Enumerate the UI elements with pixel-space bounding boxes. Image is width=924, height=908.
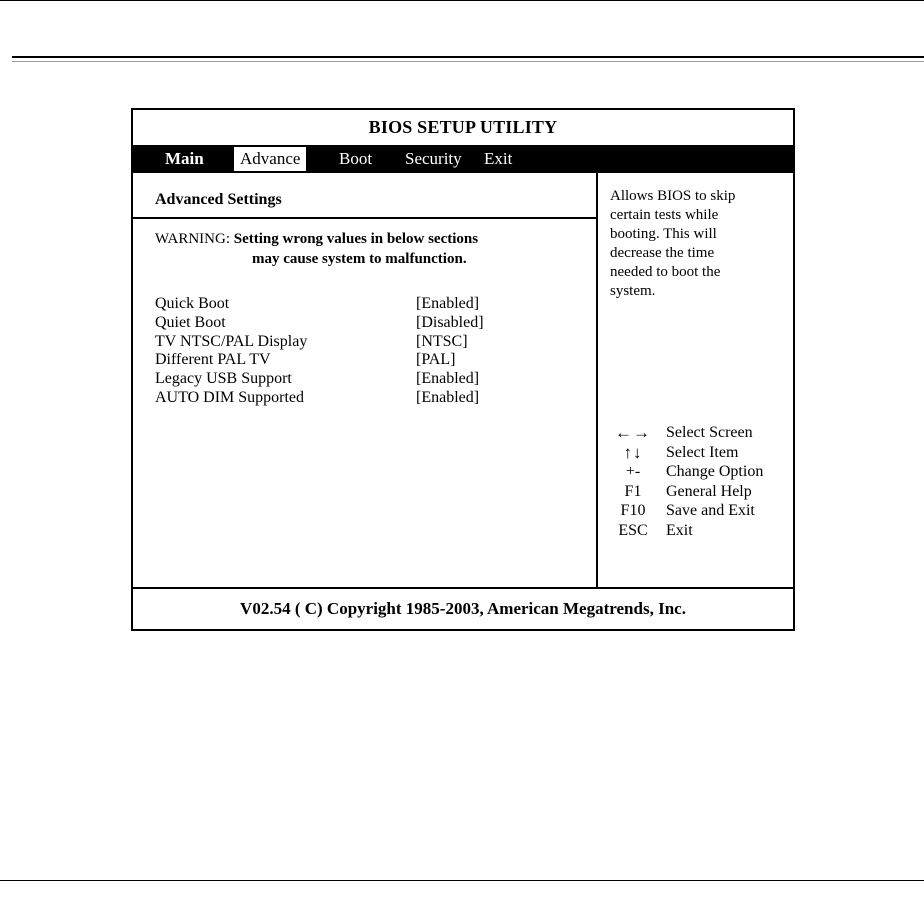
page-top-border bbox=[0, 0, 924, 1]
setting-value[interactable]: [NTSC] bbox=[416, 332, 468, 350]
help-line: certain tests while bbox=[610, 207, 719, 223]
menu-tab-main[interactable]: Main bbox=[165, 149, 204, 168]
help-pane bbox=[598, 173, 793, 587]
key-row-change-option bbox=[608, 462, 788, 482]
key-row-save-exit bbox=[608, 501, 788, 521]
setting-legacy-usb[interactable] bbox=[155, 370, 585, 389]
key-label: F1 bbox=[624, 482, 642, 500]
help-line: booting. This will bbox=[610, 226, 717, 242]
key-description: General Help bbox=[666, 482, 752, 500]
warning-text-line-1: Setting wrong values in below sections bbox=[233, 231, 479, 247]
settings-list bbox=[155, 295, 585, 408]
menu-tab-boot[interactable]: Boot bbox=[339, 149, 373, 168]
menu-tab-exit[interactable]: Exit bbox=[484, 149, 513, 168]
help-line: system. bbox=[610, 283, 656, 299]
settings-pane bbox=[133, 173, 596, 587]
help-text bbox=[610, 187, 785, 301]
help-line: Allows BIOS to skip bbox=[610, 188, 736, 204]
key-row-general-help bbox=[608, 482, 788, 502]
key-label: +- bbox=[625, 463, 641, 481]
copyright-footer: V02.54 ( C) Copyright 1985-2003, American Megatrends, Inc. bbox=[240, 599, 686, 618]
setting-label: Quick Boot bbox=[155, 295, 230, 312]
setting-value[interactable]: [Enabled] bbox=[416, 388, 480, 406]
setting-label: AUTO DIM Supported bbox=[155, 388, 305, 406]
setting-value[interactable]: [Enabled] bbox=[416, 295, 480, 312]
bios-window bbox=[131, 108, 795, 631]
section-divider bbox=[133, 217, 596, 219]
setting-quick-boot[interactable] bbox=[155, 295, 585, 314]
menu-tab-advance[interactable]: Advance bbox=[233, 147, 307, 171]
warning-line-1 bbox=[155, 231, 478, 248]
key-legend bbox=[608, 423, 788, 541]
setting-label: Different PAL TV bbox=[155, 351, 271, 369]
key-row-select-item bbox=[608, 443, 788, 463]
setting-label: Legacy USB Support bbox=[155, 370, 292, 388]
warning-text-line-2: may cause system to malfunction. bbox=[252, 251, 467, 267]
key-description: Select Item bbox=[666, 443, 739, 461]
key-description: Exit bbox=[666, 521, 693, 539]
key-description: Select Screen bbox=[666, 424, 753, 441]
left-right-arrows-icon: ←→ bbox=[615, 423, 651, 442]
help-line: needed to boot the bbox=[610, 264, 721, 280]
menu-tab-security[interactable]: Security bbox=[405, 149, 462, 168]
setting-tv-display[interactable] bbox=[155, 333, 585, 352]
menu-bar bbox=[133, 145, 793, 173]
warning-line-2 bbox=[252, 251, 467, 268]
setting-different-pal-tv[interactable] bbox=[155, 351, 585, 370]
setting-auto-dim[interactable] bbox=[155, 389, 585, 408]
key-label: ESC bbox=[618, 521, 648, 539]
setting-label: Quiet Boot bbox=[155, 313, 226, 331]
page-header-rule-shadow bbox=[12, 61, 924, 62]
setting-value[interactable]: [Disabled] bbox=[416, 313, 484, 331]
setting-value[interactable]: [Enabled] bbox=[416, 370, 480, 388]
key-label: F10 bbox=[620, 502, 646, 520]
bios-title: BIOS SETUP UTILITY bbox=[368, 117, 558, 137]
key-description: Change Option bbox=[666, 463, 764, 481]
key-row-select-screen bbox=[608, 423, 788, 443]
key-row-exit bbox=[608, 521, 788, 541]
page-header-rule bbox=[12, 56, 924, 58]
setting-quiet-boot[interactable] bbox=[155, 314, 585, 333]
setting-label: TV NTSC/PAL Display bbox=[155, 332, 308, 350]
page-footer-rule bbox=[0, 880, 924, 881]
section-title: Advanced Settings bbox=[155, 191, 282, 208]
help-line: decrease the time bbox=[610, 245, 715, 261]
up-down-arrows-icon: ↑↓ bbox=[623, 442, 643, 462]
key-description: Save and Exit bbox=[666, 502, 755, 520]
setting-value[interactable]: [PAL] bbox=[416, 351, 456, 369]
content-area bbox=[133, 173, 793, 589]
warning-label: WARNING: bbox=[155, 231, 230, 247]
